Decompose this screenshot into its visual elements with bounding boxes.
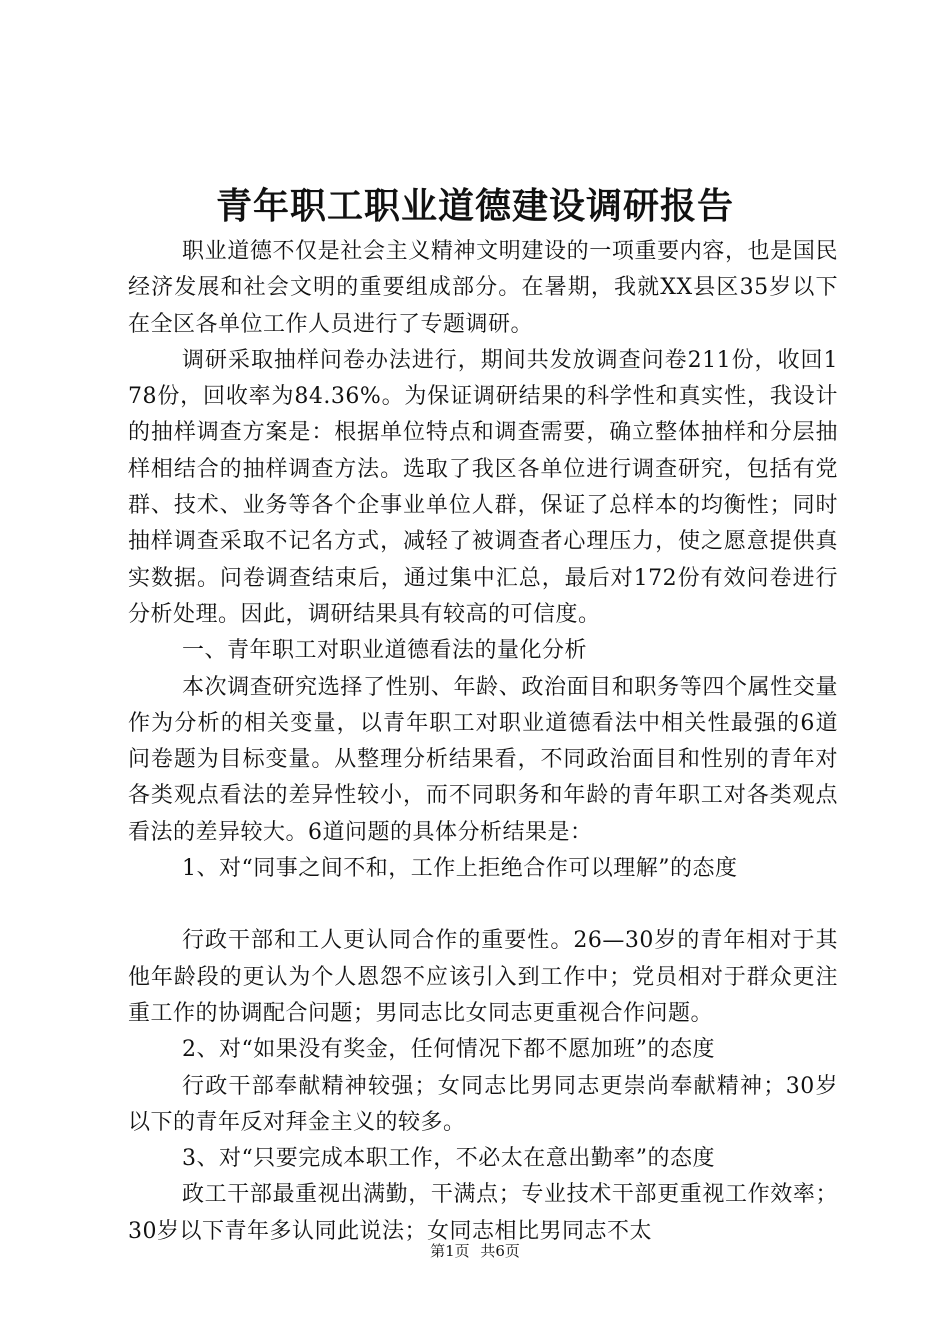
question-2-heading: 2、对“如果没有奖金，任何情况下都不愿加班”的态度 [182, 1037, 715, 1063]
section-heading-1: 一、青年职工对职业道德看法的量化分析 [182, 638, 588, 664]
page-footer [0, 1240, 950, 1262]
paragraph-intro: 职业道德不仅是社会主义精神文明建设的一项重要内容，也是国民经济发展和社会文明的重要组成部分。在暑期，我就XX县区35岁以下在全区各单位工作人员进行了专题调研。 [128, 239, 838, 337]
question-2-result: 行政干部奉献精神较强；女同志比男同志更崇尚奉献精神；30岁以下的青年反对拜金主义的较多。 [128, 1073, 838, 1135]
question-1-result: 行政干部和工人更认同合作的重要性。26—30岁的青年相对于其他年龄段的更认为个人恩怨不应该引入到工作中；党员相对于群众更注重工作的协调配合问题；男同志比女同志更重视合作问题。 [128, 928, 838, 1026]
document-title: 青年职工职业道德建设调研报告 [215, 185, 734, 227]
paragraph-method: 调研采取抽样问卷办法进行，期间共发放调查问卷211份，收回178份，回收率为84.36%。为保证调研结果的科学性和真实性，我设计的抽样调查方案是：根据单位特点和调查需要，确立整体抽样和分层抽样相结合的抽样调查方法。选取了我区各单位进行调查研究，包括有党群、技术、业务等各个企事业单位人群，保证了总样本的均衡性；同时抽样调查采取不记名方式，减轻了被调查者心理压力，使之愿意提供真实数据。问卷调查结束后，通过集中汇总，最后对172份有效问卷进行分析处理。因此，调研结果具有较高的可信度。 [128, 347, 838, 627]
question-1-heading: 1、对“同事之间不和，工作上拒绝合作可以理解”的态度 [182, 856, 738, 882]
paragraph-analysis-overview: 本次调查研究选择了性别、年龄、政治面目和职务等四个属性交量作为分析的相关变量，以青年职工对职业道德看法中相关性最强的6道问卷题为目标变量。从整理分析结果看，不同政治面目和性别的青年对各类观点看法的差异性较小，而不同职务和年龄的青年职工对各类观点看法的差异较大。6道问题的具体分析结果是： [128, 674, 838, 845]
page-total: 共6页 [480, 1242, 520, 1260]
question-3-heading: 3、对“只要完成本职工作，不必太在意出勤率”的态度 [182, 1146, 715, 1172]
page-number: 第1页 [430, 1242, 470, 1260]
question-3-result: 政工干部最重视出满勤，干满点；专业技术干部更重视工作效率；30岁以下青年多认同此说法；女同志相比男同志不太 [128, 1182, 838, 1244]
document-body [128, 234, 838, 1250]
